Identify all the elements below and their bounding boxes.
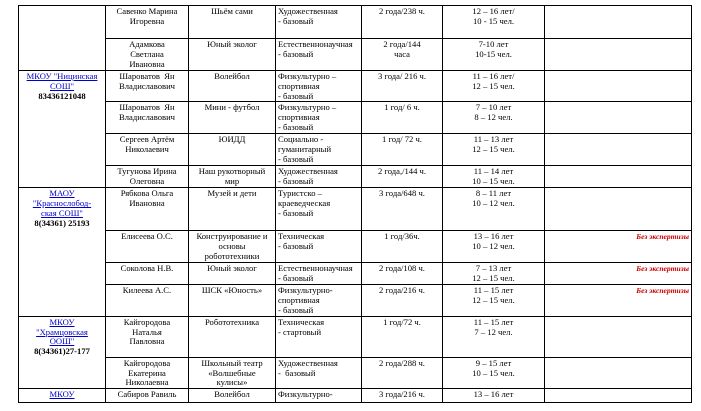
- note-cell: Без экспертизы: [545, 285, 692, 316]
- text-line: 10 - 15 чел.: [472, 15, 515, 26]
- table-body: [19, 6, 692, 403]
- text-line: Ивановна: [129, 58, 165, 69]
- direction-cell: [276, 389, 362, 403]
- duration-cell: [362, 166, 443, 188]
- text-line: - базовый: [278, 304, 314, 315]
- duration-cell: [362, 357, 443, 388]
- direction-cell: [276, 6, 362, 39]
- text-line: Конструирование и: [196, 231, 268, 242]
- age-group-cell: [443, 263, 545, 285]
- age-group-cell: [443, 134, 545, 166]
- text-line: Елисеева О.С.: [121, 231, 173, 242]
- age-group-cell: [443, 6, 545, 39]
- text-line: спортивная: [278, 295, 320, 306]
- program-cell: [189, 71, 276, 102]
- direction-cell: [276, 134, 362, 166]
- text-line: 2 года/216 ч.: [379, 285, 425, 296]
- table-row: [19, 134, 692, 166]
- text-line: - стартовый: [278, 326, 322, 337]
- organization-name-line: МКОУ: [49, 316, 75, 327]
- text-line: 11 – 15 лет: [473, 316, 514, 327]
- text-line: - базовый: [278, 48, 314, 59]
- text-line: Волейбол: [214, 71, 250, 81]
- note-cell: [545, 188, 692, 231]
- text-line: 11 – 15 лет: [473, 285, 514, 296]
- age-group-cell: [443, 357, 545, 388]
- organization-link[interactable]: [21, 72, 103, 92]
- text-line: гуманитарный: [278, 144, 332, 155]
- program-cell: [189, 316, 276, 357]
- organization-name-line: МКОУ "Ницинская: [26, 71, 98, 81]
- text-line: 11 – 16 лет/: [472, 71, 515, 81]
- program-cell: [189, 231, 276, 263]
- text-line: Екатерина: [128, 367, 166, 378]
- program-cell: [189, 285, 276, 316]
- program-cell: [189, 6, 276, 39]
- text-line: Техническая: [278, 231, 325, 242]
- teacher-cell: [106, 285, 189, 316]
- program-cell: [189, 102, 276, 134]
- organization-name-line: СОШ": [49, 80, 75, 91]
- note-cell: [545, 166, 692, 188]
- age-group-cell: [443, 188, 545, 231]
- text-line: Школьный театр: [201, 357, 263, 368]
- text-line: Художественная: [278, 357, 338, 368]
- text-line: 1 год/ 6 ч.: [384, 102, 420, 113]
- text-line: Шароватов Ян: [119, 102, 175, 113]
- text-line: 11 – 14 лет: [473, 166, 514, 177]
- table-row: [19, 71, 692, 102]
- note-cell: [545, 134, 692, 166]
- note-cell: [545, 389, 692, 403]
- text-line: Соколова Н.В.: [120, 263, 174, 274]
- text-line: 1 год/36ч.: [384, 231, 420, 242]
- text-line: ЮИДД: [218, 134, 246, 145]
- text-line: 12 – 15 чел.: [472, 144, 515, 155]
- text-line: 13 – 16 лет: [473, 231, 514, 242]
- teacher-cell: [106, 231, 189, 263]
- age-group-cell: [443, 389, 545, 403]
- text-line: 13 – 16 лет: [473, 389, 514, 400]
- text-line: Тугунова Ирина: [117, 166, 177, 177]
- organization-name-line: МАОУ: [49, 188, 75, 199]
- teacher-cell: [106, 357, 189, 388]
- text-line: Кайгородова: [123, 357, 171, 368]
- organization-cell: [19, 71, 106, 188]
- duration-cell: [362, 102, 443, 134]
- organization-phone: 8(34361) 25193: [34, 217, 90, 228]
- teacher-cell: [106, 71, 189, 102]
- text-line: 12 – 15 чел.: [472, 295, 515, 306]
- teacher-cell: [106, 102, 189, 134]
- text-line: Художественная: [278, 166, 338, 177]
- duration-cell: [362, 231, 443, 263]
- age-group-cell: [443, 102, 545, 134]
- text-line: 8 – 12 чел.: [474, 112, 513, 123]
- direction-cell: [276, 39, 362, 71]
- table-row: [19, 231, 692, 263]
- table-row: [19, 263, 692, 285]
- organization-link[interactable]: [21, 318, 103, 347]
- text-line: - базовый: [278, 176, 314, 187]
- direction-cell: [276, 316, 362, 357]
- text-line: «Волшебные: [208, 367, 256, 378]
- text-line: 1 год/72 ч.: [383, 316, 421, 327]
- text-line: ШСК «Юность»: [201, 285, 263, 296]
- age-group-cell: [443, 285, 545, 316]
- organization-cell: [19, 6, 106, 71]
- note-cell: [545, 316, 692, 357]
- text-line: - базовый: [278, 367, 316, 378]
- note-cell: [545, 39, 692, 71]
- program-cell: [189, 357, 276, 388]
- duration-cell: [362, 188, 443, 231]
- teacher-cell: [106, 39, 189, 71]
- text-line: 9 – 15 лет: [475, 357, 512, 368]
- text-line: Робототехника: [204, 316, 260, 327]
- age-group-cell: [443, 231, 545, 263]
- text-line: Олеговна: [129, 176, 165, 187]
- direction-cell: [276, 357, 362, 388]
- organization-name-line: "Краснослобод-: [32, 198, 92, 209]
- program-cell: [189, 166, 276, 188]
- text-line: 7 – 12 чел.: [474, 326, 513, 337]
- text-line: Туристско –: [278, 188, 322, 199]
- text-line: - базовый: [278, 121, 314, 132]
- teacher-cell: [106, 134, 189, 166]
- text-line: - базовый: [278, 207, 314, 218]
- organization-name-line: ская СОШ": [41, 207, 83, 218]
- program-cell: [189, 134, 276, 166]
- duration-cell: [362, 6, 443, 39]
- text-line: спортивная: [278, 112, 320, 123]
- duration-cell: [362, 263, 443, 285]
- text-line: основы: [218, 241, 246, 252]
- text-line: Физкультурно –: [278, 71, 337, 81]
- organization-name-line: ООШ": [49, 336, 75, 347]
- text-line: краеведческая: [278, 198, 331, 209]
- table-row: [19, 389, 692, 403]
- note-cell: [545, 357, 692, 388]
- text-line: кулисы»: [216, 377, 248, 388]
- direction-cell: [276, 102, 362, 134]
- text-line: 3 года/216 ч.: [379, 389, 425, 400]
- text-line: Шароватов Ян: [119, 71, 175, 81]
- text-line: Мини - футбол: [204, 102, 260, 113]
- text-line: 2 года/288 ч.: [379, 357, 425, 368]
- text-line: Килеева А.С.: [122, 285, 172, 296]
- text-line: Физкультурно –: [278, 102, 337, 113]
- table-row: [19, 188, 692, 231]
- program-cell: [189, 389, 276, 403]
- organization-name-line: "Храмцовская: [36, 326, 88, 337]
- text-line: 2 года/108 ч.: [379, 263, 425, 274]
- program-cell: [189, 188, 276, 231]
- organization-cell: [19, 188, 106, 316]
- text-line: Физкультурно-: [278, 389, 333, 400]
- text-line: 10-15 чел.: [475, 48, 512, 59]
- text-line: Юный эколог: [207, 39, 257, 49]
- text-line: робототехники: [204, 250, 260, 261]
- text-line: часа: [394, 48, 410, 59]
- text-line: - базовый: [278, 153, 314, 164]
- text-line: - базовый: [278, 273, 314, 284]
- direction-cell: [276, 231, 362, 263]
- table-row: [19, 6, 692, 39]
- text-line: Владиславович: [119, 112, 175, 123]
- text-line: Владиславович: [119, 80, 175, 91]
- programs-table: [18, 5, 692, 403]
- direction-cell: [276, 166, 362, 188]
- text-line: 10 – 15 чел.: [472, 367, 515, 378]
- note-cell: [545, 71, 692, 102]
- table-row: [19, 316, 692, 357]
- text-line: Ивановна: [129, 198, 165, 209]
- text-line: 10 – 12 чел.: [472, 241, 515, 252]
- age-group-cell: [443, 71, 545, 102]
- program-cell: [189, 263, 276, 285]
- text-line: 10 – 15 чел.: [472, 176, 515, 187]
- text-line: 12 – 16 лет/: [472, 6, 515, 16]
- text-line: мир: [224, 176, 240, 187]
- text-line: Кайгородова: [123, 316, 171, 327]
- age-group-cell: [443, 166, 545, 188]
- text-line: Техническая: [278, 316, 325, 327]
- note-cell: Без экспертизы: [545, 263, 692, 285]
- text-line: 7 – 10 лет: [475, 102, 512, 113]
- direction-cell: [276, 263, 362, 285]
- duration-cell: [362, 316, 443, 357]
- text-line: Социально -: [278, 134, 324, 145]
- text-line: 10 – 12 чел.: [472, 198, 515, 209]
- text-line: 2 года/238 ч.: [379, 6, 425, 16]
- text-line: 3 года/ 216 ч.: [377, 71, 427, 81]
- text-line: - базовый: [278, 90, 314, 101]
- text-line: Музей и дети: [207, 188, 257, 199]
- text-line: Шьём сами: [211, 6, 253, 16]
- program-cell: [189, 39, 276, 71]
- text-line: Естественнонаучная: [278, 39, 353, 49]
- text-line: 7 – 13 лет: [475, 263, 512, 274]
- duration-cell: [362, 39, 443, 71]
- text-line: 12 – 15 чел.: [472, 273, 515, 284]
- organization-link[interactable]: [21, 390, 103, 400]
- text-line: Наталья: [132, 326, 162, 337]
- text-line: Сабиров Равиль: [117, 389, 177, 400]
- organization-phone: 8(34361)27-177: [34, 346, 90, 357]
- text-line: Павловна: [129, 336, 165, 347]
- text-line: Светлана: [130, 48, 164, 59]
- text-line: Рябкова Ольга: [120, 188, 174, 199]
- text-line: Юный эколог: [207, 263, 257, 274]
- text-line: 11 – 13 лет: [473, 134, 514, 145]
- text-line: Физкультурно-: [278, 285, 333, 296]
- teacher-cell: [106, 188, 189, 231]
- direction-cell: [276, 71, 362, 102]
- teacher-cell: [106, 6, 189, 39]
- direction-cell: [276, 188, 362, 231]
- duration-cell: [362, 389, 443, 403]
- direction-cell: [276, 285, 362, 316]
- text-line: - базовый: [278, 241, 314, 252]
- duration-cell: [362, 285, 443, 316]
- table-row: [19, 166, 692, 188]
- text-line: 2 года/144: [383, 39, 421, 49]
- text-line: 3 года/648 ч.: [379, 188, 425, 199]
- text-line: 8 – 11 лет: [475, 188, 512, 199]
- organization-phone: 83436121048: [38, 90, 86, 101]
- text-line: спортивная: [278, 80, 320, 91]
- teacher-cell: [106, 166, 189, 188]
- age-group-cell: [443, 39, 545, 71]
- text-line: Савенко Марина: [116, 6, 178, 16]
- organization-name-line: МКОУ: [49, 389, 75, 400]
- table-row: [19, 39, 692, 71]
- note-cell: [545, 102, 692, 134]
- text-line: Николаевна: [125, 377, 169, 388]
- note-cell: Без экспертизы: [545, 231, 692, 263]
- teacher-cell: [106, 389, 189, 403]
- text-line: Игоревна: [129, 15, 165, 26]
- text-line: Сергеев Артём: [119, 134, 175, 145]
- organization-cell: [19, 316, 106, 388]
- teacher-cell: [106, 316, 189, 357]
- table-row: [19, 357, 692, 388]
- text-line: 1 год/ 72 ч.: [382, 134, 422, 145]
- note-cell: [545, 6, 692, 39]
- age-group-cell: [443, 316, 545, 357]
- text-line: 2 года,/144 ч.: [377, 166, 427, 177]
- text-line: Волейбол: [214, 389, 250, 400]
- organization-cell: [19, 389, 106, 403]
- text-line: Художественная: [278, 6, 338, 16]
- text-line: - базовый: [278, 15, 314, 26]
- table-row: [19, 102, 692, 134]
- text-line: 7-10 лет: [478, 39, 509, 49]
- text-line: Естественнонаучная: [278, 263, 353, 274]
- table-row: [19, 285, 692, 316]
- text-line: Наш рукотворный: [198, 166, 266, 177]
- duration-cell: [362, 71, 443, 102]
- text-line: 12 – 15 чел.: [472, 80, 515, 91]
- organization-link[interactable]: [21, 189, 103, 218]
- text-line: Адамкова: [129, 39, 165, 49]
- teacher-cell: [106, 263, 189, 285]
- duration-cell: [362, 134, 443, 166]
- text-line: Николаевич: [125, 144, 169, 155]
